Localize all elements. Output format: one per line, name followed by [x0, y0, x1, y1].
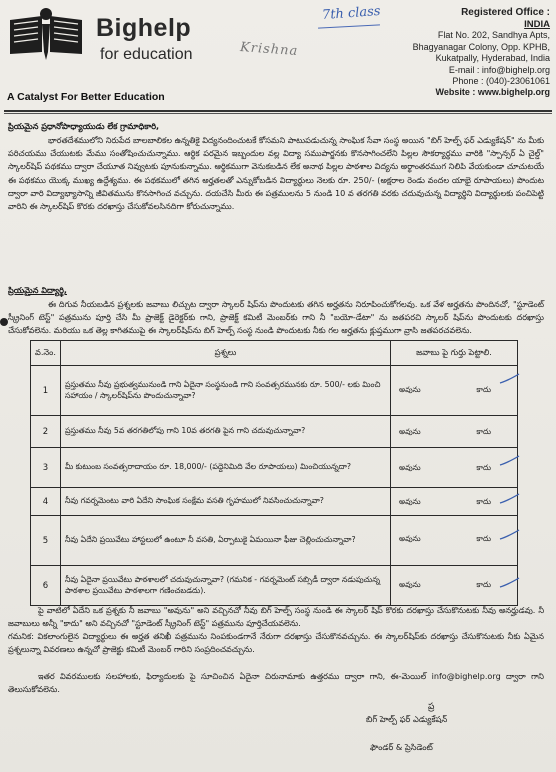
table-header-row [31, 341, 518, 366]
answer-yes[interactable]: అవును [399, 463, 421, 472]
row-number: 3 [31, 448, 61, 488]
registered-office-block [375, 6, 550, 99]
answer-no[interactable]: కాదు [476, 385, 491, 394]
intro-paragraph: భారతదేశములోని నిరుపేద బాలబాలికల ఉన్నతికై విద్యనందించుటకే కోసమని పాటుపడుచున్న సాంఘిక సేవా సంస్థ అయిన "బిగ్ హెల్ప్ ఫర్ ఎడ్యుకేషన్" ను మీకు పరిచయము చేయుటకు మేము సంతోషించుచున్నాము. ఆర్థిక పరమైన ఇబ్బందుల వల్ల విద్యా సముపార్జనకు కొనసాగించలేని పిల్లల సౌకర్యార్థము వారికి "స్పాన్సర్ ఏ చైల్డ్" స్కాలర్‌షిప్ పథకము ద్వారా చేయూత నివ్వుటకు పూనుకున్నాము. ఆర్థికముగా వెనుకబడిన లేక అనాథ పిల్లల పాఠశాల విద్యను అర్థాంతరముగ నిలిపి వేయకుండా చూచుటయే ఈ పథకము యొక్క ముఖ్య ఉద్దేశ్యము. ఈ పథకములో తగిన అర్హతలతో ఎన్నుకోబడిన విద్యార్థులు నెలకు రూ. 250/- (అక్షరాల రెండు వందల యాభై రూపాయలు) పొందుట ద్వారా వారి విద్యాభ్యాసాన్ని జీవితమును కొనసాగించ వచ్చును. దయచేసి మీరు ఈ పత్రములను 5 నుండి 10 వ తరగతి వరకు చదువుచున్న విద్యార్థిని విద్యార్థులకు పంచిపెట్టి వారిని ఈ స్కాలర్‌షిప్ కొరకు దరఖాస్తు చేసుకోవలసినదిగా కోరుచున్నాము. [8, 135, 544, 212]
brand-name: Bighelp [96, 14, 192, 42]
answer-cell[interactable] [391, 448, 518, 488]
header-divider-thin [4, 113, 552, 114]
handwritten-underline [318, 24, 380, 28]
answer-yes[interactable]: అవును [399, 534, 421, 543]
answer-cell[interactable] [391, 366, 518, 416]
answer-yes[interactable]: అవును [399, 497, 421, 506]
row-number: 1 [31, 366, 61, 416]
question-text: ప్రస్తుతము నీవు 5వ తరగతిలోపు గాని 10వ తరగతి పైన గాని చదువుచున్నావా? [60, 416, 390, 448]
brand-subtitle: for education [100, 46, 193, 63]
answer-yes[interactable]: అవును [399, 385, 421, 394]
column-header-questions: ప్రశ్నలు [60, 341, 390, 366]
handwritten-name: Krishna [239, 39, 299, 60]
question-text: నీవు ఏదేని ప్రయివేటు హాస్టలులో ఉంటూ నీ వసతి, ఏర్పాటుకై ఏమయినా ఫీజు చెల్లించుచున్నావా? [60, 516, 390, 566]
answer-cell[interactable] [391, 416, 518, 448]
book-logo-icon [8, 6, 84, 62]
table-row [31, 416, 518, 448]
answer-no[interactable]: కాదు [476, 580, 491, 589]
office-email: E-mail : info@bighelp.org [448, 64, 550, 75]
checkmark-icon [499, 492, 521, 506]
disability-note: గమనిక: వికలాంగులైన విద్యార్థులు ఈ అర్హత తనిఖీ పత్రమును నింపకుండగానే నేరుగా దరఖాస్తు చేసుకొనవచ్చును. ఈ స్కాలర్‌షిప్‌కు దరఖాస్తు చేసుకొనుటకు నీకు ఏమైన ప్రశ్నలున్నా వివరణలు ఉన్నచో ప్రాజెక్టు కమిటీ మెంబర్ గారిని సంప్రదించవచ్చును. [8, 631, 544, 655]
checkmark-icon [499, 528, 521, 542]
checkmark-icon [499, 454, 521, 468]
office-country: INDIA [524, 19, 550, 30]
table-row [31, 516, 518, 566]
answer-cell[interactable] [391, 488, 518, 516]
salutation-student: ప్రియమైన విద్యార్థి, [8, 285, 67, 295]
table-row [31, 566, 518, 606]
column-header-answer: జవాబు పై గుర్తు పెట్టాలి. [391, 341, 518, 366]
contact-note: ఇతర వివరములకు సలహాలకు, ఫిర్యాదులకు పై సూచించిన ఏదైనా చిరునామాకు ఉత్తరము ద్వారా గాని, ఈ-మెయిల్ info@bighelp.org ద్వారా గాని తెలుసుకోవలెను. [8, 671, 544, 695]
punch-hole-mark [0, 318, 8, 326]
question-text: మీ కుటుంబ సంవత్సరాదాయం రూ. 18,000/- (పద్దెనిమిది వేల రూపాయలు) మించియున్నదా? [60, 448, 390, 488]
column-header-serial: వ.నెం. [31, 341, 61, 366]
row-number: 2 [31, 416, 61, 448]
answer-no[interactable]: కాదు [476, 463, 491, 472]
office-title: Registered Office : [461, 7, 550, 18]
eligibility-table [30, 340, 518, 606]
office-address-line: Kukatpally, Hyderabad, India [435, 53, 550, 64]
answer-yes[interactable]: అవును [399, 580, 421, 589]
handwritten-class-note: 7th class [321, 3, 381, 24]
office-address-line: Bhagyanagar Colony, Opp. KPHB, [412, 41, 550, 52]
signature-org: బిగ్ హెల్ప్ ఫర్ ఎడ్యుకేషన్ [366, 714, 448, 724]
tagline: A Catalyst For Better Education [7, 91, 165, 103]
answer-cell[interactable] [391, 566, 518, 606]
signature-title: ఫౌండర్ & ప్రెసిడెంట్ [370, 742, 433, 752]
answer-no[interactable]: కాదు [476, 534, 491, 543]
signature-mark: ప్ర [428, 702, 435, 712]
answer-no[interactable]: కాదు [476, 427, 491, 436]
office-website: Website : www.bighelp.org [435, 87, 550, 98]
question-text: నీవు గవర్నమెంటు వారి ఏదేని సాంఘిక సంక్షేమ వసతి గృహములో నివసించుచున్నావా? [60, 488, 390, 516]
salutation-headmaster: ప్రియమైన ప్రధానోపాధ్యాయుడు లేక గ్రామాధికారి, [8, 121, 160, 131]
row-number: 4 [31, 488, 61, 516]
answer-no[interactable]: కాదు [476, 497, 491, 506]
table-row [31, 488, 518, 516]
row-number: 6 [31, 566, 61, 606]
question-text: నీవు ఏదైనా ప్రయివేటు పాఠశాలలో చదువుచున్నావా? (గమనిక - గవర్నమెంట్ సబ్సిడీ ద్వారా నడుపుచున్న పాఠశాల ప్రయివేటు పాఠశాలగా గణించబడదు). [60, 566, 390, 606]
checkmark-icon [499, 576, 521, 590]
ineligibility-note: పై వాటిలో ఏదేని ఒక ప్రశ్నకు నీ జవాబు "అవును" అని వచ్చినచో నీవు బిగ్ హెల్ప్ సంస్థ నుండి ఈ స్కాలర్ షిప్ కొరకు దరఖాస్తు చేసుకొనుటకు నీవు అనర్హుడవు. నీ జవాబులు అన్నీ "కాదు" అని వచ్చినచో "స్టూడెంట్ స్క్రీనింగ్ టెస్ట్" పత్రమును పూర్తిచేయవలెను. [8, 605, 544, 629]
answer-cell[interactable] [391, 516, 518, 566]
table-row [31, 366, 518, 416]
question-text: ప్రస్తుతము నీవు ప్రభుత్వమునుండి గాని ఏదైనా సంస్థనుండి గాని సంవత్సరమునకు రూ. 500/- లకు మించి సహాయం / స్కాలర్‌షిప్‌ను పొందుచున్నావా? [60, 366, 390, 416]
answer-yes[interactable]: అవును [399, 427, 421, 436]
office-phone: Phone : (040)-23061061 [452, 76, 550, 87]
checkmark-icon [499, 372, 521, 386]
row-number: 5 [31, 516, 61, 566]
office-address-line: Flat No. 202, Sandhya Apts, [437, 30, 550, 41]
table-row [31, 448, 518, 488]
student-paragraph: ఈ దిగువ నీయబడిన ప్రశ్నలకు జవాబు లిచ్చుట ద్వారా స్కాలర్ షిప్‌ను పొందుటకు తగిన అర్హతను నిరూపించుకోగలవు. ఒక వేళ అర్హతను పొందినచో, "స్టూడెంట్ స్క్రీనింగ్ టెస్ట్" పత్రమును పూర్తి చేసి మీ ప్రాజెక్ట్ డైరెక్టర్‌కు గాని, ప్రాజెక్ట్ కమిటీ మెంబర్‌కు గాని నీ "బయో-డేటా" ను జతపరచి స్కాలర్ షిప్‌ను పొందుటకు దరఖాస్తు చేసుకోవలెను. మరియు ఒక తెల్ల కాగితముపై ఈ స్కాలర్‌షిప్‌ను బిగ్ హెల్ప్ సంస్థ నుండి పొందుటకు నీకు గల అర్హతను క్లుప్తముగా వ్రాసి జతపరచవలెను. [8, 299, 544, 336]
header-divider [4, 110, 552, 112]
